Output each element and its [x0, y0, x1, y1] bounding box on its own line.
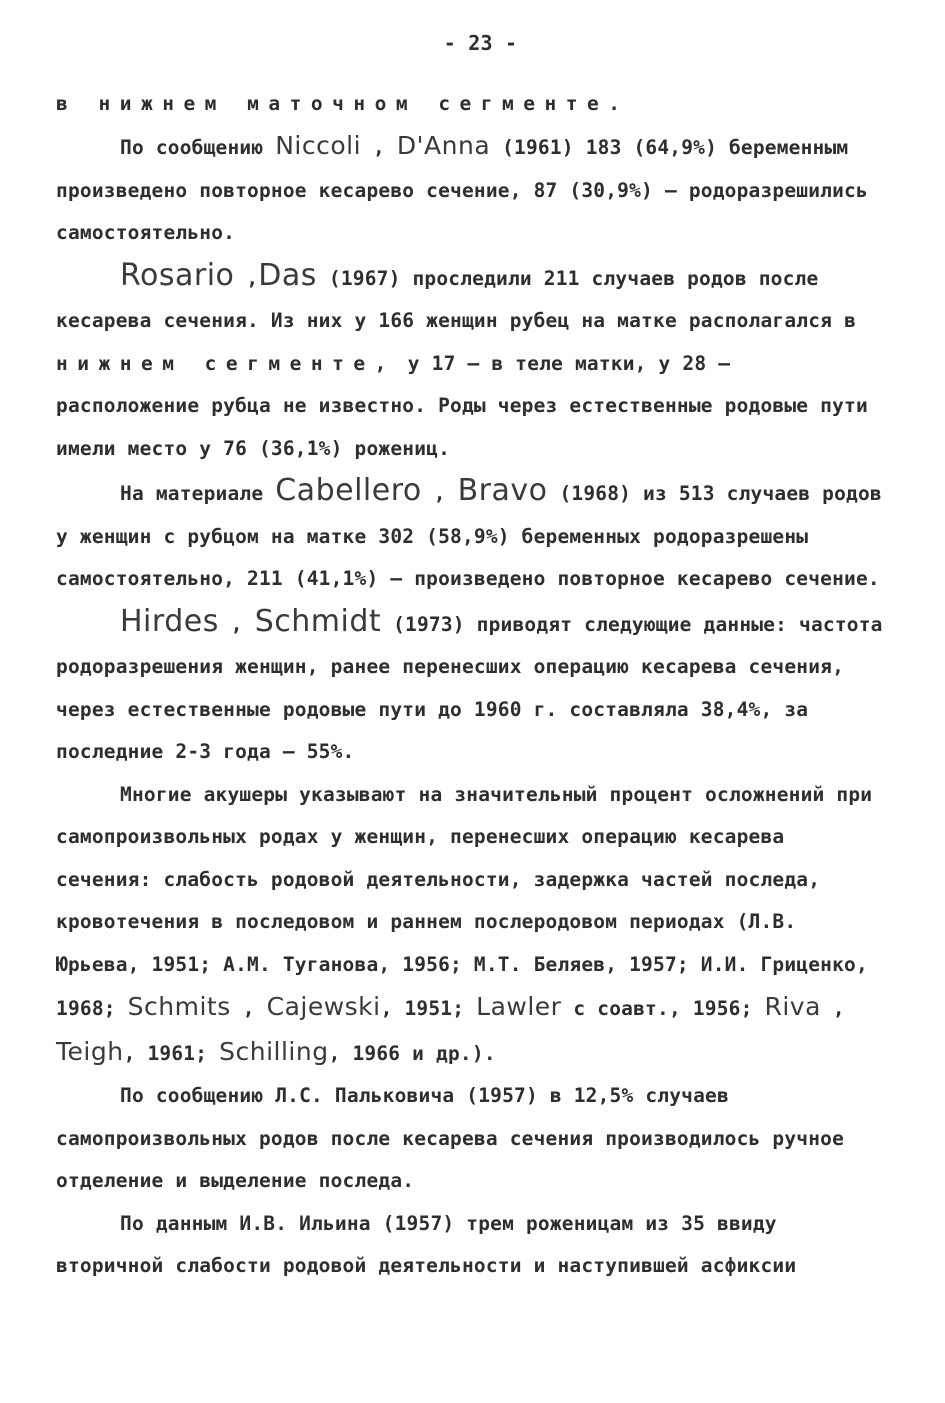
- handwritten-author: Hirdes: [120, 603, 219, 639]
- text-run: , 1966 и др.).: [328, 1041, 496, 1065]
- handwritten-author: Schmits: [127, 992, 231, 1021]
- handwritten-author: Teigh: [56, 1036, 124, 1066]
- paragraph-4: [56, 470, 885, 601]
- text-run: ,: [242, 997, 255, 1020]
- paragraph-5: [56, 601, 885, 774]
- text-run: (1973) приводят следующие данные: частота родоразрешения женщин, ранее перенесших операцию кесарева сечения, через естественные родовые пути до 1960 г. составляла 38,4%, за последние 2-3 года – 55%.: [56, 612, 883, 763]
- text-run: ,: [832, 997, 845, 1020]
- paragraph-2: [56, 125, 885, 255]
- text-run: ,: [230, 612, 243, 636]
- text-run: , 1951;: [380, 997, 465, 1020]
- text-run: у 17 – в теле матки, у 28 – расположение рубца не известно. Роды через естественные родовые пути имели место у 76 (36,1%) рожениц.: [56, 351, 868, 460]
- handwritten-author: Cajewski: [266, 992, 381, 1021]
- paragraph-3: [56, 255, 885, 471]
- handwritten-author: Niccoli: [275, 131, 362, 160]
- paragraph-6: [56, 774, 885, 1076]
- text-run: ,: [373, 136, 385, 159]
- handwritten-author: Lawler: [476, 992, 562, 1021]
- handwritten-author: Das: [258, 257, 317, 293]
- handwritten-author: Schmidt: [254, 603, 382, 639]
- spaced-phrase: в нижнем маточном сегменте.: [56, 91, 630, 115]
- page-number: - 23 -: [443, 31, 518, 55]
- paragraph-1: [56, 83, 885, 126]
- handwritten-author: Riva: [764, 992, 821, 1021]
- text-run: с соавт., 1956;: [573, 997, 753, 1020]
- text-run: ,: [433, 482, 446, 505]
- handwritten-author: Bravo: [457, 473, 548, 508]
- spaced-phrase: в нижнем сегменте,: [56, 309, 866, 375]
- text-run: На материале: [120, 482, 264, 505]
- text-run: ,: [246, 266, 259, 290]
- paragraph-8: По данным И.В. Ильина (1957) трем роженицам из 35 ввиду вторичной слабости родовой деятельности и наступившей асфиксии: [56, 1211, 797, 1277]
- handwritten-author: Schilling: [219, 1036, 329, 1066]
- handwritten-author: Cabellero: [275, 473, 422, 508]
- text-run: По сообщению: [120, 136, 264, 159]
- paragraph-7: По сообщению Л.С. Пальковича (1957) в 12,5% случаев самопроизвольных родов после кесарева сечения производилось ручное отделение и выделение последа.: [56, 1084, 845, 1192]
- handwritten-author: Rosario: [120, 257, 235, 293]
- handwritten-author: D'Anna: [396, 131, 491, 160]
- text-run: (1968) из 513 случаев родов у женщин с рубцом на матке 302 (58,9%) беременных родоразрешены самостоятельно, 211 (41,1%) – произведено повторное кесарево сечение.: [56, 482, 882, 590]
- text-run: , 1961;: [123, 1041, 208, 1065]
- text-run: (1967) проследили 211 случаев родов после кесарева сечения. Из них у 166 женщин рубец на матке располагался: [56, 266, 833, 332]
- text-run: Многие акушеры указывают на значительный процент осложнений при самопроизвольных родах у женщин, перенесших операцию кесарева сечения: слабость родовой деятельности, задержка частей последа, кровотечения в последовом и раннем послеродовом периодах (Л.В. Юрьева, 1951; А.М. Туганова, 1956; М.Т. Беляев, 1957; И.И. Гриценко, 1968;: [56, 782, 873, 1020]
- text-run: (1961) 183 (64,9%) беременным произведено повторное кесарево сечение, 87 (30,9%) – родоразрешились самостоятельно.: [56, 136, 868, 244]
